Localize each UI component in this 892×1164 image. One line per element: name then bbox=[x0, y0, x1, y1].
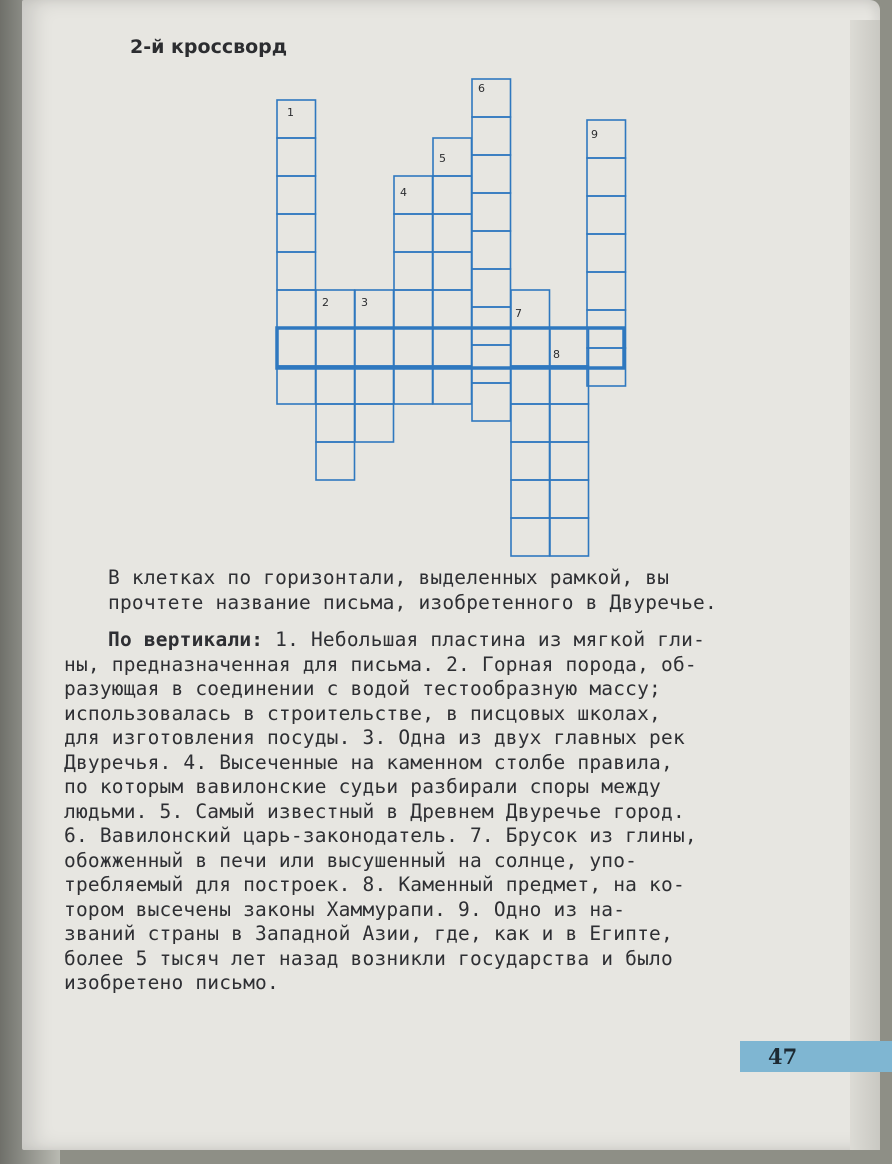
clue-number-label: 8 bbox=[553, 348, 560, 361]
crossword-cell bbox=[472, 155, 511, 193]
crossword-cell bbox=[587, 196, 626, 234]
crossword-cell bbox=[472, 269, 511, 307]
clue-number-label: 5 bbox=[439, 152, 446, 165]
intro-paragraph bbox=[108, 566, 813, 615]
crossword-cell bbox=[316, 404, 355, 442]
crossword-cell bbox=[472, 117, 511, 155]
crossword-cell bbox=[355, 404, 394, 442]
crossword-cell bbox=[277, 176, 316, 214]
crossword-cell bbox=[277, 138, 316, 176]
clue-number-label: 1 bbox=[287, 106, 294, 119]
page-title: 2-й кроссворд bbox=[130, 36, 288, 58]
clue-line: обожженный в печи или высушенный на солнце, упо- bbox=[64, 848, 638, 872]
crossword-cell bbox=[433, 328, 472, 366]
clue-line: званий страны в Западной Азии, где, как и в Египте, bbox=[64, 922, 673, 945]
clue-line: людьми. 5. Самый известный в Древнем Двуречье город. bbox=[64, 799, 685, 823]
crossword-cell bbox=[433, 290, 472, 328]
crossword-cell bbox=[394, 366, 433, 404]
crossword-cell bbox=[587, 272, 626, 310]
crossword-cell bbox=[550, 518, 589, 556]
crossword-cell bbox=[277, 214, 316, 252]
crossword-cell bbox=[394, 328, 433, 366]
crossword-cell bbox=[433, 252, 472, 290]
crossword-cell bbox=[433, 366, 472, 404]
clue-line: изобретено письмо. bbox=[64, 971, 279, 994]
crossword-cell bbox=[433, 176, 472, 214]
intro-line: В клетках по горизонтали, выделенных рамкой, вы bbox=[108, 566, 670, 589]
clue-line: по которым вавилонские судьи разбирали споры между bbox=[64, 775, 661, 798]
clue-number-label: 9 bbox=[591, 128, 598, 141]
crossword-cell bbox=[316, 328, 355, 366]
crossword-cell bbox=[472, 345, 511, 383]
intro-line: прочтете название письма, изобретенного в Двуречье. bbox=[108, 590, 717, 614]
crossword-cell bbox=[511, 518, 550, 556]
clue-number-label: 2 bbox=[322, 296, 329, 309]
clue-line: более 5 тысяч лет назад возникли государства и было bbox=[64, 946, 673, 970]
crossword-cell bbox=[277, 366, 316, 404]
crossword-cell bbox=[550, 404, 589, 442]
crossword-cell bbox=[394, 290, 433, 328]
page-number-bar bbox=[740, 1041, 892, 1072]
clues-paragraph bbox=[64, 628, 792, 996]
crossword-cell bbox=[511, 404, 550, 442]
crossword-cell bbox=[472, 383, 511, 421]
crossword-cell bbox=[277, 100, 316, 138]
crossword-cell bbox=[316, 442, 355, 480]
crossword-cell bbox=[472, 231, 511, 269]
crossword-cell bbox=[511, 442, 550, 480]
clue-line: использовалась в строительстве, в писцовых школах, bbox=[64, 701, 661, 725]
clue-line: разующая в соединении с водой тестообразную массу; bbox=[64, 677, 661, 700]
crossword-cell bbox=[316, 366, 355, 404]
clue-line: ны, предназначенная для письма. 2. Горная порода, об- bbox=[64, 652, 697, 676]
clue-number-label: 6 bbox=[478, 82, 485, 95]
crossword-cell bbox=[433, 214, 472, 252]
crossword-cell bbox=[472, 193, 511, 231]
crossword-cell bbox=[511, 366, 550, 404]
clue-line: требляемый для построек. 8. Каменный предмет, на ко- bbox=[64, 873, 685, 896]
clue-line: для изготовления посуды. 3. Одна из двух главных рек bbox=[64, 726, 685, 749]
clue-line: Двуречья. 4. Высеченные на каменном столбе правила, bbox=[64, 750, 673, 774]
crossword-cell bbox=[472, 307, 511, 345]
crossword-cell bbox=[587, 234, 626, 272]
crossword-cell bbox=[550, 480, 589, 518]
crossword-cell bbox=[550, 442, 589, 480]
clue-line bbox=[64, 628, 792, 653]
crossword-cell bbox=[355, 366, 394, 404]
crossword-cell bbox=[355, 328, 394, 366]
crossword-cell bbox=[587, 158, 626, 196]
clue-number-label: 3 bbox=[361, 296, 368, 309]
clue-line: 6. Вавилонский царь-законодатель. 7. Брусок из глины, bbox=[64, 824, 697, 847]
crossword-cell bbox=[550, 366, 589, 404]
crossword-cell bbox=[277, 290, 316, 328]
crossword-cell bbox=[511, 328, 550, 366]
clue-line: тором высечены законы Хаммурапи. 9. Одно из на- bbox=[64, 897, 626, 921]
clue-line-text: 1. Небольшая пластина из мягкой гли- bbox=[263, 628, 706, 651]
crossword-cell bbox=[394, 214, 433, 252]
highlighted-row-frame bbox=[277, 328, 624, 368]
crossword-cell bbox=[277, 328, 316, 366]
clue-number-label: 7 bbox=[515, 307, 522, 320]
crossword-cell bbox=[394, 252, 433, 290]
page-number: 47 bbox=[768, 1044, 798, 1069]
crossword-grid bbox=[0, 0, 892, 560]
clue-number-label: 4 bbox=[400, 186, 407, 199]
crossword-cell bbox=[277, 252, 316, 290]
clues-heading: По вертикали: bbox=[108, 628, 264, 651]
crossword-cell bbox=[511, 480, 550, 518]
